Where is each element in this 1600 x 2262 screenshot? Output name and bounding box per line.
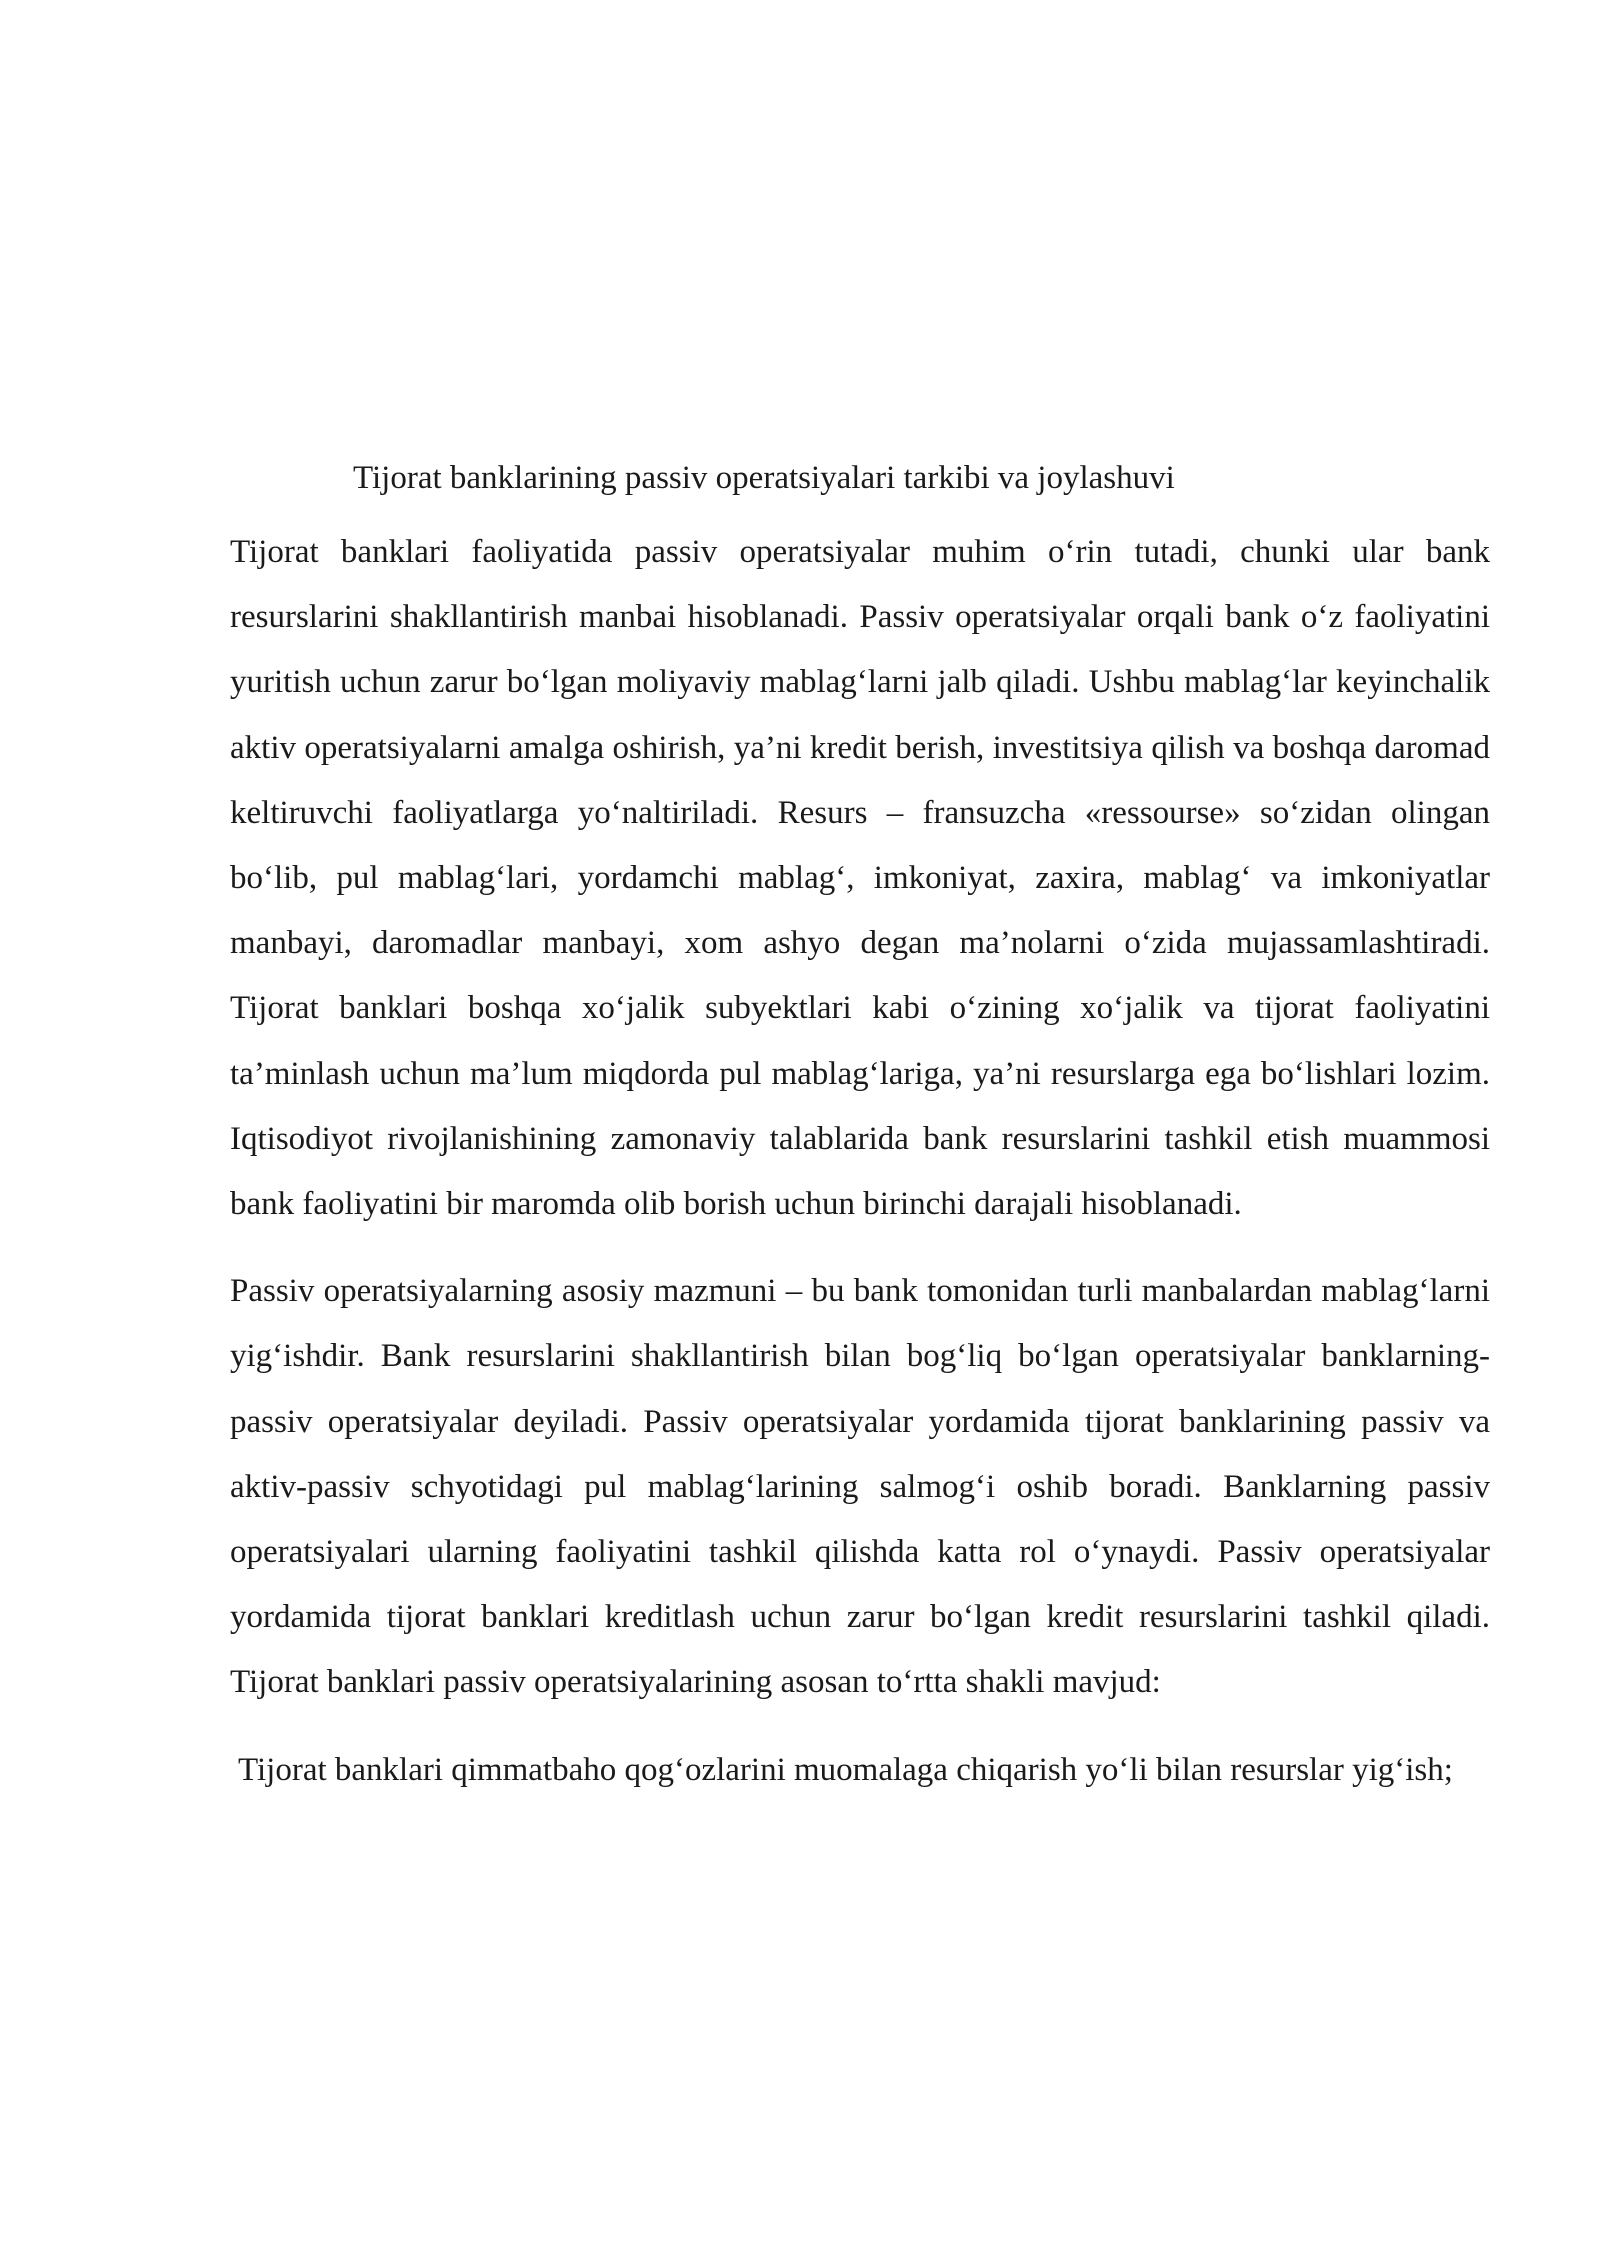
document-title: Tijorat banklarining passiv operatsiyalari tarkibi va joylashuvi bbox=[353, 460, 1175, 496]
paragraph-passive-operations-content: Passiv operatsiyalarning asosiy mazmuni – bu bank tomonidan turli manbalardan mablag‘larni yig‘ishdir. Bank resurslarini shakllantirish bilan bog‘liq bo‘lgan operatsiyalar banklarning- passiv operatsiyalar deyiladi. Passiv operatsiyalar yordamida tijorat banklarining passiv va aktiv-passiv schyotidagi pul mablag‘larining salmog‘i oshib boradi. Banklarning passiv operatsiyalari ularning faoliyatini tashkil qilishda katta rol o‘ynaydi. Passiv operatsiyalar yordamida tijorat banklari kreditlash uchun zarur bo‘lgan kredit resurslarini tashkil qiladi. Tijorat banklari passiv operatsiyalarining asosan to‘rtta shakli mavjud: bbox=[230, 1273, 1490, 1701]
document-body bbox=[230, 452, 1490, 1825]
paragraph-securities-resources: Tijorat banklari qimmatbaho qog‘ozlarini muomalaga chiqarish yo‘li bilan resurslar yig‘ish; bbox=[238, 1751, 1453, 1788]
paragraph-passive-operations-intro: Tijorat banklari faoliyatida passiv operatsiyalar muhim o‘rin tutadi, chunki ular bank resurslarini shakllantirish manbai hisoblanadi. Passiv operatsiyalar orqali bank o‘z faoliyatini yuritish uchun zarur bo‘lgan moliyaviy mablag‘larni jalb qiladi. Ushbu mablag‘lar keyinchalik aktiv operatsiyalarni amalga oshirish, ya’ni kredit berish, investitsiya qilish va boshqa daromad keltiruvchi faoliyatlarga yo‘naltiriladi. Resurs – fransuzcha «ressourse» so‘zidan olingan bo‘lib, pul mablag‘lari, yordamchi mablag‘, imkoniyat, zaxira, mablag‘ va imkoniyatlar manbayi, daromadlar manbayi, xom ashyo degan ma’nolarni o‘zida mujassamlashtiradi. Tijorat banklari boshqa xo‘jalik subyektlari kabi o‘zining xo‘jalik va tijorat faoliyatini ta’minlash uchun ma’lum miqdorda pul mablag‘lariga, ya’ni resurslarga ega bo‘lishlari lozim. Iqtisodiyot rivojlanishining zamonaviy talablarida bank resurslarini tashkil etish muammosi bank faoliyatini bir maromda olib borish uchun birinchi darajali hisoblanadi. bbox=[230, 534, 1490, 1223]
